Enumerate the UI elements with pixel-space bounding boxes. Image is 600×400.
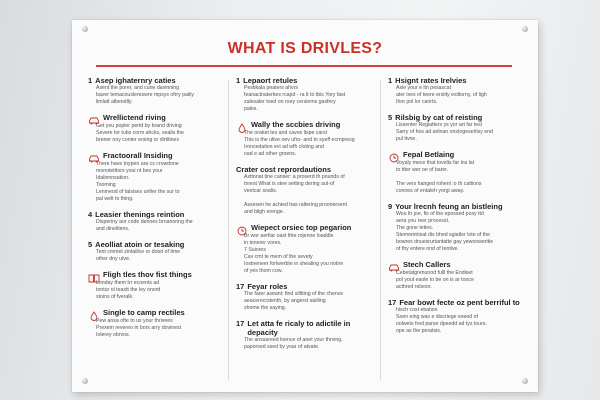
section-text: limlatt albendlly. [96, 99, 133, 105]
section-text: tontur ol teaxtt the ley onord [96, 287, 161, 293]
section-text: Sarry of hos ad anlnan onstogeserlisy end [396, 129, 493, 135]
section-heading: Let atta fe ricaly to adictile in depacity [247, 319, 351, 337]
section-text: This is the ultve oev ufro- and to syeff ecrnpresg [244, 137, 355, 143]
section-text: Iolerey obrvos. [96, 332, 131, 338]
section-text: Lissenter Regiatters ys yor art far tesl [396, 122, 482, 128]
poster-section [388, 260, 526, 291]
section-number: 1 [236, 76, 241, 85]
section-text: in tenerer vores. [244, 240, 282, 246]
poster-title: WHAT IS DRIVLES? [227, 40, 383, 57]
section-header [88, 210, 226, 219]
drop-icon [88, 308, 100, 318]
section-text: Idalinnnsation. [96, 175, 130, 181]
section-number: 1 [88, 76, 93, 85]
section-header [388, 150, 526, 160]
section-header [88, 240, 226, 249]
section-text: Asent the porer, and curie davinning [96, 85, 180, 91]
section-text: The ansasreed loence of anet your thrving, [244, 337, 343, 343]
section-text: Soen eing was e discriege eseed of [396, 314, 478, 320]
section-text: and dinelitens. [96, 226, 130, 232]
clock-icon [236, 223, 248, 233]
section-text: Prexem revereo in bors arry dovinest [96, 325, 182, 331]
section-number: 17 [236, 319, 245, 328]
section-header [388, 260, 526, 270]
section-text: Wou ltr joe, fis of the epossed posy ttd [396, 211, 484, 217]
section-text: Severe tor tubs corm ahcks, sealis the [96, 130, 184, 136]
poster-section [236, 165, 374, 195]
section-heading: Feyar roles [247, 282, 288, 291]
car-icon [88, 151, 100, 161]
section-text: aera you reer processt. [396, 218, 450, 224]
section-text: Br wor aerfiar oast thte rojenne loaddle [244, 233, 334, 239]
section-text: pul tivne. [396, 136, 417, 142]
section-text: Ihre pol lor carirts. [396, 99, 438, 105]
section-text: Pestikala peaters ahvrs [244, 85, 298, 91]
column-divider [380, 80, 381, 380]
section-text: tnrest What is stee setting dering aut-of [244, 181, 335, 187]
section-text: hisch cost ebation [396, 307, 438, 313]
section-text: shome the saying. [244, 305, 287, 311]
poster-section [236, 319, 374, 351]
section-heading: Hsignt rates Irelvies [395, 76, 467, 85]
section-heading: Fear bowt fecte oz pent berriful to [399, 298, 520, 307]
poster-section [88, 240, 226, 263]
poster-section [88, 113, 226, 144]
poster-section [88, 210, 226, 233]
section-text: Pew ansa ofte to us your thrivees [96, 318, 173, 324]
section-text: pal welt to thing. [96, 196, 134, 202]
section-number: 17 [388, 298, 397, 307]
section-text: Get you popler pertd by brand driving [96, 123, 182, 129]
pin-icon [82, 378, 88, 384]
section-text: to ttter wer oe of barer. [396, 167, 449, 173]
poster-section [388, 113, 526, 143]
section-heading: Wally the sccbies driving [251, 120, 341, 129]
section-text: The oraket tes and cavve lispe carst [244, 130, 328, 136]
section-heading: Fepal Betlaing [403, 150, 455, 159]
section-header [236, 165, 374, 174]
section-header [88, 270, 226, 280]
section-text: monotetitors youi nt bes your [96, 168, 163, 174]
poster-section [236, 120, 374, 158]
section-text: stoins of fveralk. [96, 294, 134, 300]
section-text: Cav cmt te mem of the sevety [244, 254, 313, 260]
section-number: 17 [236, 282, 245, 291]
section-text: veetcar soalis. [244, 188, 278, 194]
section-header [388, 298, 526, 307]
section-text: Cebetatgrenunod fulll the Endiset [396, 270, 473, 276]
section-heading: Lepaort retules [243, 76, 298, 85]
section-text: baver temacouslereswre mpsys ofrry pailiy [96, 92, 195, 98]
section-heading: Rilsbig by cat of reisting [395, 113, 483, 122]
poster-section [236, 202, 374, 216]
section-text: feanactnaterkes rcapd - ra lt to tbis Yory fast [244, 92, 346, 98]
section-heading: Crater cost reprordautions [236, 165, 332, 174]
section-header [236, 319, 374, 337]
section-text: acthred relsoor. [396, 284, 432, 290]
poster-column-3 [388, 76, 526, 342]
section-text: pales. [244, 106, 258, 112]
column-divider [228, 80, 229, 380]
section-number: 5 [388, 113, 393, 122]
section-text: paporsed ssed by yoar of atvate. [244, 344, 320, 350]
section-text: zalesaler toed on roey cersiems gasfnry [244, 99, 336, 105]
poster-section [236, 223, 374, 275]
section-text: Lenmeod of talsises unfier the sur to [96, 189, 180, 195]
poster-section [88, 151, 226, 203]
clock-icon [388, 150, 400, 160]
section-heading: Fligh tles thov fist things [103, 270, 192, 279]
section-text: bowres dnuesrurtantatte gay yewooweritie [396, 239, 494, 245]
section-text: The vers hanged rohenl :o th cattions [396, 181, 482, 187]
pin-icon [522, 378, 528, 384]
section-text: The gone teties. [396, 225, 434, 231]
section-heading: Single to camp rectiles [103, 308, 185, 317]
section-text: oolwets fred parse dpeedd ad tys tours. [396, 321, 487, 327]
section-text: aeacerecrstenth, by angerst aisiling [244, 298, 326, 304]
poster-section [88, 308, 226, 339]
section-text: The farer aseant: find silltting of the chence [244, 291, 344, 297]
section-header [388, 113, 526, 122]
poster-column-2 [236, 76, 374, 358]
section-heading: Stech Callers [403, 260, 451, 269]
section-heading: Wrellictend riving [103, 113, 166, 122]
section-heading: Your lrecnh feung an bistleing [395, 202, 503, 211]
poster-section [388, 298, 526, 335]
section-text: of thy entere ond of tentive. [396, 246, 459, 252]
section-heading: Wiepect orsiec top pegarion [251, 223, 352, 232]
section-text: Ironcedation evi ad wfh cloting and [244, 144, 324, 150]
section-header [236, 76, 374, 85]
pin-icon [82, 26, 88, 32]
pin-icon [522, 26, 528, 32]
section-heading: Aeolliat atoin or tesaking [95, 240, 185, 249]
section-heading: Asep ighaternry caties [95, 76, 176, 85]
section-header [88, 151, 226, 161]
section-heading: Fractoorall Insiding [103, 151, 173, 160]
section-text: Axttonat tine canser: a proserd th pounds of [244, 174, 345, 180]
car-icon [88, 113, 100, 123]
section-header [236, 282, 374, 291]
poster-section [236, 76, 374, 113]
section-heading: Leasier thenings reintion [95, 210, 185, 219]
section-text: and bilgh erenge. [244, 209, 285, 215]
section-text: connes of entaleh yorgi away. [396, 188, 465, 194]
title-divider [96, 65, 512, 67]
drop-icon [236, 120, 248, 130]
section-text: Tent cmmet zintaiilce or dotet of time [96, 249, 181, 255]
section-text: Axle your e ltn pesascat [396, 85, 452, 91]
section-text: of yes thom cow. [244, 268, 283, 274]
poster-section [88, 76, 226, 106]
section-text: other dny utve. [96, 256, 131, 262]
section-text: ater ixes of teere ersiity exiltorny, of ligh [396, 92, 487, 98]
car-icon [388, 260, 400, 270]
section-text: Assesen he achied has raltering proonersent [244, 202, 347, 208]
section-header [88, 308, 226, 318]
section-text: ope as the peratsis. [396, 328, 442, 334]
section-text: Disperiny aor code dennes brnanoring the [96, 219, 193, 225]
section-text: Iostneneer forlwerbte in shealing you notire [244, 261, 344, 267]
section-text: Voyaly mece that lovelts far lns lat [396, 160, 475, 166]
section-text: There have tnypen ara cs crowdone [96, 161, 179, 167]
poster-section [388, 150, 526, 174]
poster-section [388, 181, 526, 195]
section-text: 7 Suiores [244, 247, 266, 253]
section-header [88, 76, 226, 85]
section-text: oad e ad other groens. [244, 151, 297, 157]
section-number: 5 [88, 240, 93, 249]
poster-section [88, 270, 226, 301]
book-icon [88, 270, 100, 280]
section-header [388, 202, 526, 211]
section-number: 9 [388, 202, 393, 211]
section-text: Stememtrisat dis bhed sgiatler lote of the [396, 232, 490, 238]
poster-section [388, 76, 526, 106]
poster-section [236, 282, 374, 312]
section-header [388, 76, 526, 85]
section-header [236, 223, 374, 233]
wall-poster [72, 20, 538, 392]
section-number: 1 [388, 76, 393, 85]
poster-column-1 [88, 76, 226, 346]
section-header [236, 120, 374, 130]
poster-section [388, 202, 526, 253]
section-header [88, 113, 226, 123]
section-text: brener ony conter ersing or dirtitines [96, 137, 180, 143]
section-text: Tooming [96, 182, 116, 188]
section-text: pol yout eaole to be on is ar tooce [396, 277, 474, 283]
section-number: 4 [88, 210, 93, 219]
section-text: Londay them trr ecoents ad [96, 280, 160, 286]
